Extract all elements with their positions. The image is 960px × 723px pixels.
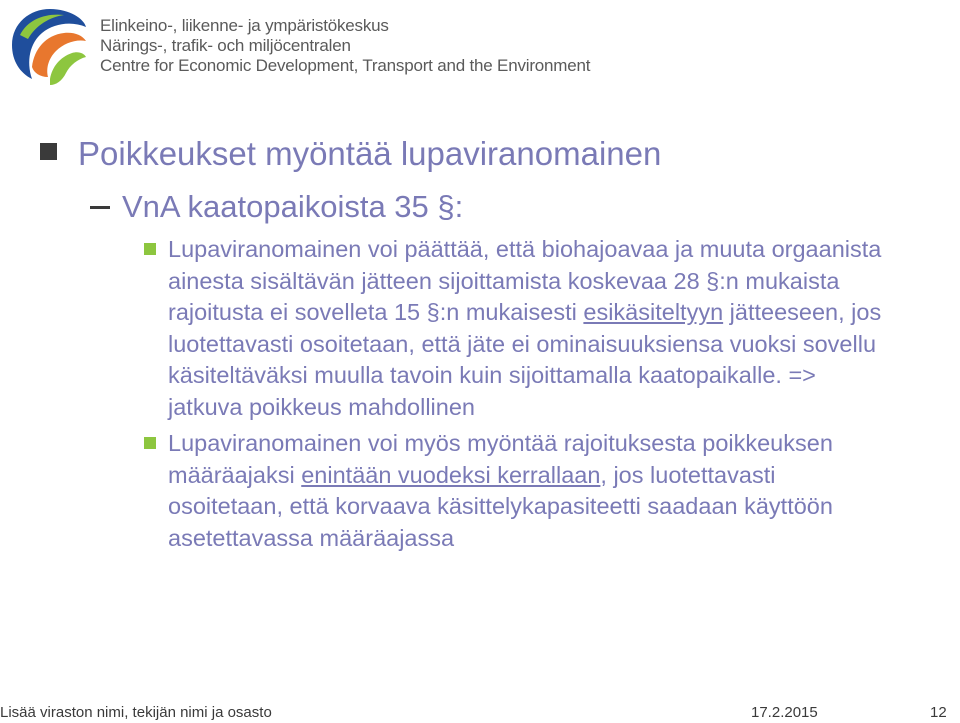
slide-subtitle-text: VnA kaatopaikoista 35 §: xyxy=(122,189,464,224)
bullet-1-text xyxy=(168,234,960,423)
bullet-1-line: rajoitusta ei sovelleta 15 §:n mukaisesti esikäsiteltyyn jätteeseen, jos xyxy=(168,299,882,325)
slide-title-text: Poikkeukset myöntää lupaviranomainen xyxy=(78,135,662,172)
bullet-1-line: ainesta sisältävän jätteen sijoittamista koskevaa 28 §:n mukaista xyxy=(168,267,840,294)
square-bullet-icon xyxy=(40,143,57,160)
org-name-english: Centre for Economic Development, Transport and the Environment xyxy=(100,56,591,75)
bullet-1-line: jatkuva poikkeus mahdollinen xyxy=(168,393,475,420)
underlined-term: enintään vuodeksi kerrallaan xyxy=(301,461,601,488)
organization-name-block xyxy=(100,16,590,76)
bullet-2-line: osoitetaan, että korvaava käsittelykapasiteetti saadaan käyttöön xyxy=(168,493,833,519)
bullet-2-line: määräajaksi enintään vuodeksi kerrallaan, jos luotettavasti xyxy=(168,461,776,488)
ely-centre-logo-icon xyxy=(6,5,86,85)
footer-date: 17.2.2015 xyxy=(751,704,818,721)
bullet-1-line: luotettavasti osoitetaan, että jäte ei ominaisuuksiensa vuoksi sovellu xyxy=(168,330,877,357)
org-name-swedish: Närings-, trafik- och miljöcentralen xyxy=(100,36,351,55)
bullet-2-text xyxy=(168,428,960,554)
bullet-2-line: asetettavassa määräajassa xyxy=(168,524,455,551)
underlined-term: esikäsiteltyyn xyxy=(583,299,724,325)
green-square-bullet-icon xyxy=(144,437,156,449)
bullet-1-line: Lupaviranomainen voi päättää, että biohajoavaa ja muuta orgaanista xyxy=(168,236,882,262)
footer-page-number: 12 xyxy=(930,704,947,721)
footer-agency-text: Lisää viraston nimi, tekijän nimi ja osasto xyxy=(0,704,272,721)
bullet-1-line: käsiteltäväksi muulla tavoin kuin sijoittamalla kaatopaikalle. => xyxy=(168,362,816,388)
org-name-finnish: Elinkeino-, liikenne- ja ympäristökeskus xyxy=(100,16,389,35)
bullet-2-line: Lupaviranomainen voi myös myöntää rajoituksesta poikkeuksen xyxy=(168,430,833,456)
dash-bullet-icon xyxy=(90,206,110,209)
green-square-bullet-icon xyxy=(144,243,156,255)
